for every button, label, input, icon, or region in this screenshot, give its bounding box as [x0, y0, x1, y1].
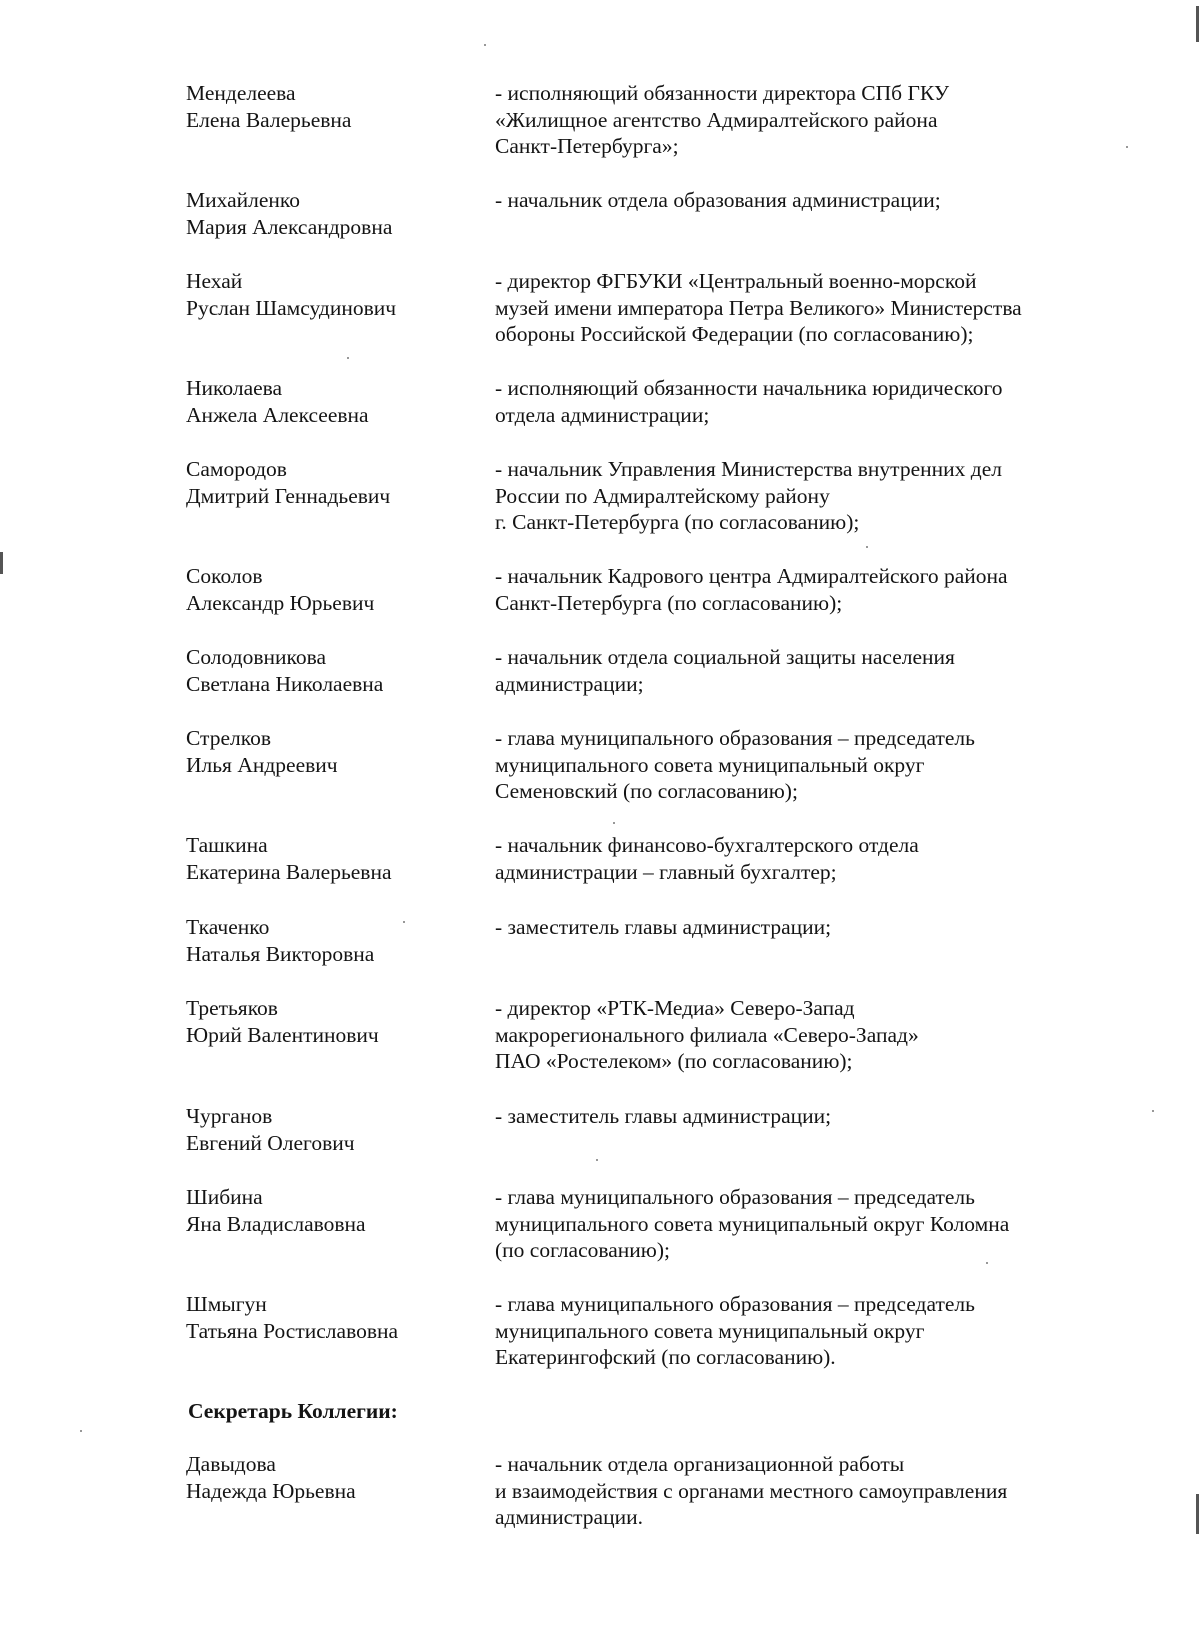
member-surname: Соколов [186, 564, 263, 588]
member-surname: Чурганов [186, 1104, 273, 1128]
member-name [186, 644, 476, 697]
role-line: - глава муниципального образования – председатель [495, 1292, 975, 1316]
role-line: музей имени императора Петра Великого» Министерства [495, 295, 1022, 320]
member-role [495, 1451, 1085, 1531]
scan-edge-mark [0, 552, 3, 574]
member-surname: Солодовникова [186, 645, 327, 669]
role-line: г. Санкт-Петербурга (по согласованию); [495, 510, 860, 534]
member-given-name: Екатерина Валерьевна [186, 859, 392, 884]
role-line: «Жилищное агентство Адмиралтейского района [495, 107, 938, 132]
member-role [495, 375, 1085, 428]
member-role [495, 187, 1085, 214]
member-surname: Третьяков [186, 996, 278, 1020]
role-line: - исполняющий обязанности начальника юридического [495, 376, 1003, 400]
member-surname: Самородов [186, 457, 287, 481]
member-role [495, 268, 1085, 348]
role-line: Семеновский (по согласованию); [495, 779, 798, 803]
scan-speck [1152, 1110, 1154, 1112]
member-name [186, 268, 476, 321]
role-line: администрации. [495, 1505, 643, 1529]
role-line: - начальник Управления Министерства внутренних дел [495, 457, 1002, 481]
member-name [186, 1184, 476, 1237]
role-line: обороны Российской Федерации (по согласованию); [495, 322, 974, 346]
secretary-section-title: Секретарь Коллегии: [188, 1399, 398, 1423]
member-given-name: Елена Валерьевна [186, 107, 352, 132]
member-surname: Ткаченко [186, 915, 270, 939]
role-line: администрации – главный бухгалтер; [495, 859, 837, 884]
role-line: - заместитель главы администрации; [495, 1104, 832, 1128]
role-line: - начальник Кадрового центра Адмиралтейского района [495, 564, 1008, 588]
member-surname: Стрелков [186, 726, 271, 750]
member-surname: Михайленко [186, 188, 301, 212]
member-name [186, 832, 476, 885]
scan-speck [403, 921, 405, 923]
role-line: муниципального совета муниципальный округ [495, 1318, 925, 1343]
member-given-name: Светлана Николаевна [186, 671, 384, 696]
member-surname: Давыдова [186, 1452, 276, 1476]
scan-speck [1126, 146, 1128, 148]
member-name [186, 914, 476, 967]
member-role [495, 80, 1085, 160]
member-given-name: Татьяна Ростиславовна [186, 1318, 399, 1343]
role-line: - глава муниципального образования – председатель [495, 726, 975, 750]
role-line: отдела администрации; [495, 402, 710, 427]
member-given-name: Наталья Викторовна [186, 941, 375, 966]
scan-speck [484, 44, 486, 46]
role-line: - начальник отдела образования администрации; [495, 188, 941, 212]
role-line: - начальник финансово-бухгалтерского отдела [495, 833, 919, 857]
member-name [186, 1291, 476, 1344]
member-name [186, 187, 476, 240]
member-role [495, 832, 1085, 885]
role-line: - исполняющий обязанности директора СПб ГКУ [495, 81, 950, 105]
member-role [495, 1291, 1085, 1371]
role-line: и взаимодействия с органами местного самоуправления [495, 1478, 1008, 1503]
member-name [186, 725, 476, 778]
member-name [186, 1103, 476, 1156]
member-given-name: Надежда Юрьевна [186, 1478, 356, 1503]
member-given-name: Мария Александровна [186, 214, 393, 239]
role-line: Санкт-Петербурга»; [495, 134, 679, 158]
role-line: ПАО «Ростелеком» (по согласованию); [495, 1049, 853, 1073]
scan-edge-mark [1196, 1494, 1199, 1534]
scan-speck [596, 1159, 598, 1161]
member-name [186, 375, 476, 428]
member-surname: Шмыгун [186, 1292, 267, 1316]
member-surname: Нехай [186, 269, 243, 293]
role-line: Санкт-Петербурга (по согласованию); [495, 590, 843, 615]
scan-speck [866, 546, 868, 548]
scan-speck [613, 822, 615, 824]
member-name [186, 456, 476, 509]
member-name [186, 1451, 476, 1504]
member-role [495, 1103, 1085, 1130]
scan-speck [80, 1430, 82, 1432]
role-line: Екатерингофский (по согласованию). [495, 1345, 836, 1369]
role-line: муниципального совета муниципальный округ [495, 752, 925, 777]
member-role [495, 914, 1085, 941]
member-surname: Шибина [186, 1185, 263, 1209]
member-given-name: Евгений Олегович [186, 1130, 355, 1155]
member-name [186, 563, 476, 616]
member-surname: Николаева [186, 376, 283, 400]
role-line: (по согласованию); [495, 1238, 670, 1262]
scan-edge-mark [1196, 6, 1199, 42]
role-line: России по Адмиралтейскому району [495, 483, 830, 508]
role-line: - глава муниципального образования – председатель [495, 1185, 975, 1209]
role-line: администрации; [495, 671, 644, 696]
role-line: - начальник отдела организационной работы [495, 1452, 905, 1476]
member-role [495, 563, 1085, 616]
role-line: - заместитель главы администрации; [495, 915, 832, 939]
member-role [495, 1184, 1085, 1264]
role-line: - директор ФГБУКИ «Центральный военно-морской [495, 269, 977, 293]
member-given-name: Яна Владиславовна [186, 1211, 366, 1236]
scan-speck [986, 1262, 988, 1264]
role-line: макрорегионального филиала «Северо-Запад» [495, 1022, 919, 1047]
member-role [495, 644, 1085, 697]
role-line: - директор «РТК-Медиа» Северо-Запад [495, 996, 855, 1020]
member-role [495, 995, 1085, 1075]
scan-speck [347, 357, 349, 359]
member-surname: Менделеева [186, 81, 296, 105]
member-given-name: Руслан Шамсудинович [186, 295, 397, 320]
member-surname: Ташкина [186, 833, 268, 857]
member-role [495, 456, 1085, 536]
member-given-name: Александр Юрьевич [186, 590, 375, 615]
member-role [495, 725, 1085, 805]
role-line: муниципального совета муниципальный округ Коломна [495, 1211, 1010, 1236]
member-name [186, 80, 476, 133]
member-given-name: Анжела Алексеевна [186, 402, 369, 427]
member-given-name: Илья Андреевич [186, 752, 338, 777]
member-given-name: Дмитрий Геннадьевич [186, 483, 391, 508]
member-given-name: Юрий Валентинович [186, 1022, 379, 1047]
role-line: - начальник отдела социальной защиты населения [495, 645, 955, 669]
member-name [186, 995, 476, 1048]
